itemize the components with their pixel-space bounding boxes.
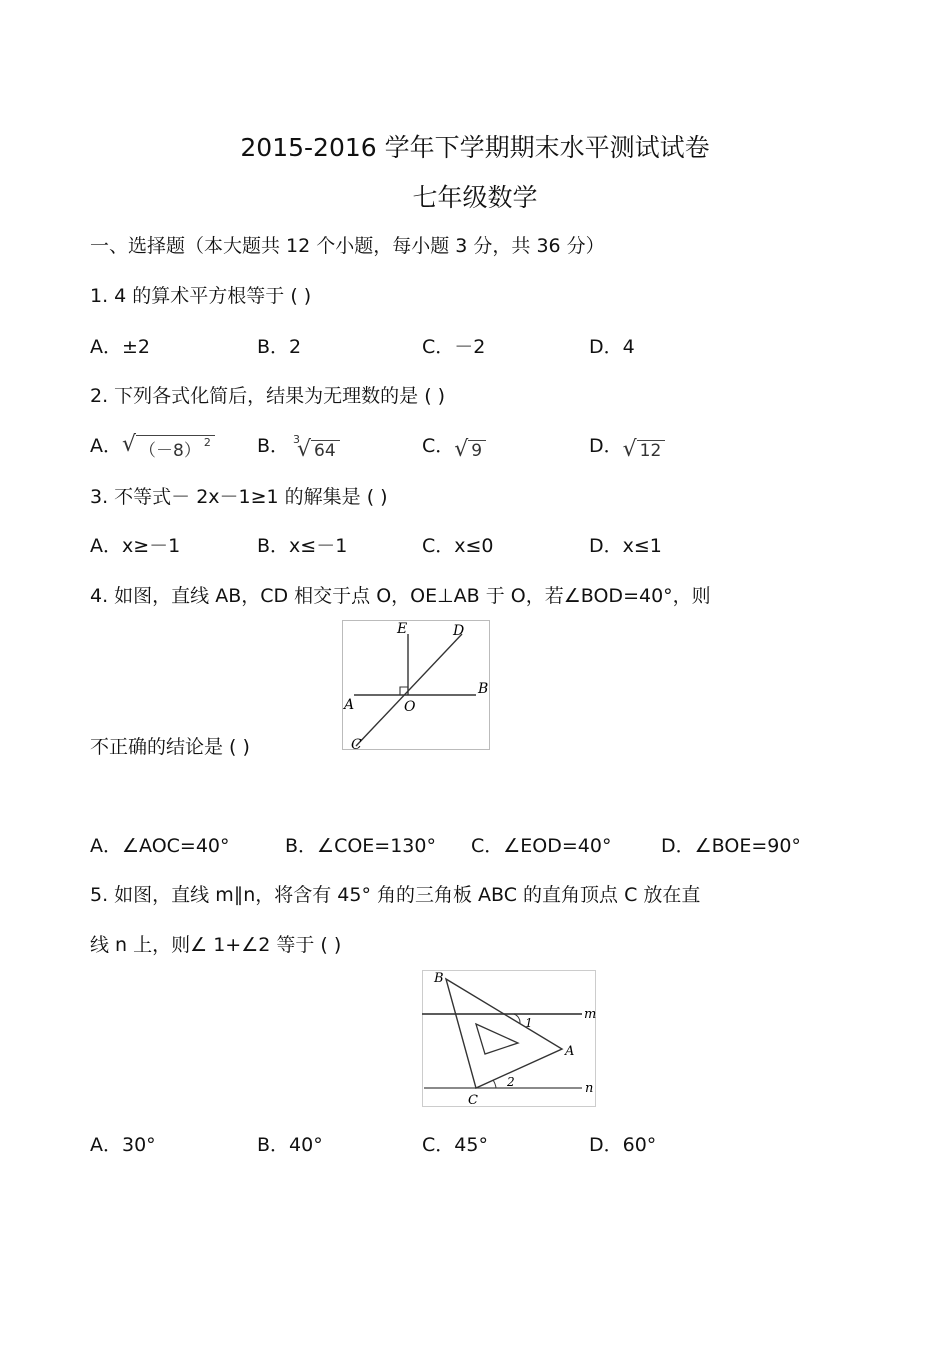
q2-option-b-radical: [293, 433, 340, 461]
q2-b-root-index: √ 3: [293, 433, 301, 446]
q2-option-c-label: C．: [422, 435, 455, 457]
q4-figure: [342, 620, 490, 750]
q5-option-a: A．30°: [90, 1134, 156, 1156]
q3-option-c: C．x≤0: [422, 535, 494, 557]
section-heading: 一、选择题（本大题共 12 个小题，每小题 3 分，共 36 分）: [90, 235, 605, 257]
q3-option-a: A．x≥－1: [90, 535, 181, 557]
question-5-stem: 5. 如图，直线 m∥n，将含有 45° 角的三角板 ABC 的直角顶点 C 放在直: [90, 884, 701, 906]
label-a: A: [565, 1044, 575, 1059]
triangle-inner-cutout: [476, 1024, 518, 1054]
q5-option-c: C．45°: [422, 1134, 488, 1156]
q2-option-a: [90, 431, 215, 461]
question-2-stem: 2. 下列各式化简后，结果为无理数的是 ( ): [90, 385, 446, 407]
q3-option-d: D．x≤1: [589, 535, 662, 557]
q3-option-b: B．x≤－1: [257, 535, 348, 557]
q4-option-c: C．∠EOD=40°: [471, 835, 612, 857]
label-c: C: [468, 1093, 478, 1107]
label-d: D: [453, 623, 465, 639]
q4-option-a: A．∠AOC=40°: [90, 835, 230, 857]
q2-c-radicand: 9: [471, 441, 483, 461]
q2-option-d-label: D．: [589, 435, 623, 457]
label-o: O: [404, 699, 416, 715]
q2-option-c: [422, 431, 486, 461]
q1-option-b: B．2: [257, 336, 302, 358]
q5-option-b: B．40°: [257, 1134, 323, 1156]
q2-option-b: [257, 431, 340, 461]
label-angle-2: 2: [507, 1075, 515, 1089]
q1-option-a: A．±2: [90, 336, 151, 358]
triangle-abc: [446, 979, 562, 1088]
q4-option-d: D．∠BOE=90°: [661, 835, 801, 857]
question-4-stem: 4. 如图，直线 AB，CD 相交于点 O，OE⊥AB 于 O，若∠BOD=40°，则: [90, 585, 711, 607]
label-m: m: [584, 1007, 596, 1022]
q5-option-d: D．60°: [589, 1134, 657, 1156]
label-e: E: [397, 621, 408, 637]
q2-option-d-radical: [637, 440, 666, 461]
page-title: 2015-2016 学年下学期期末水平测试试卷: [240, 133, 710, 162]
right-angle-mark: [400, 687, 408, 695]
label-b: B: [478, 681, 489, 697]
q2-option-a-label: A．: [90, 435, 122, 457]
q1-option-c: C．－2: [422, 336, 486, 358]
q4-option-b: B．∠COE=130°: [285, 835, 436, 857]
q2-a-exponent: 2: [203, 436, 211, 449]
label-c: C: [351, 737, 362, 750]
label-b: B: [434, 971, 444, 986]
q1-option-d: D．4: [589, 336, 635, 358]
angle-2-arc: [493, 1080, 496, 1088]
q2-option-c-radical: [468, 440, 486, 461]
q2-option-d: [589, 431, 665, 461]
question-5-stem-continued: 线 n 上，则∠ 1+∠2 等于 ( ): [90, 934, 342, 956]
q2-b-radicand: 64: [314, 441, 336, 461]
line-cd: [356, 634, 462, 746]
q5-figure: [422, 970, 596, 1107]
page-subtitle: 七年级数学: [412, 183, 538, 212]
question-3-stem: 3. 不等式－ 2x－1≥1 的解集是 ( ): [90, 486, 388, 508]
question-1-stem: 1. 4 的算术平方根等于 ( ): [90, 285, 312, 307]
q2-option-a-radical: [136, 435, 215, 461]
q2-option-b-label: B．: [257, 435, 290, 457]
label-angle-1: 1: [525, 1016, 533, 1030]
q4-figure-frame: [343, 621, 490, 750]
q2-a-radicand: （－8）: [139, 441, 201, 461]
q2-d-radicand: 12: [639, 441, 662, 461]
label-a: A: [344, 697, 355, 713]
question-4-stem-continued: 不正确的结论是 ( ): [90, 736, 250, 758]
label-n: n: [585, 1081, 594, 1096]
